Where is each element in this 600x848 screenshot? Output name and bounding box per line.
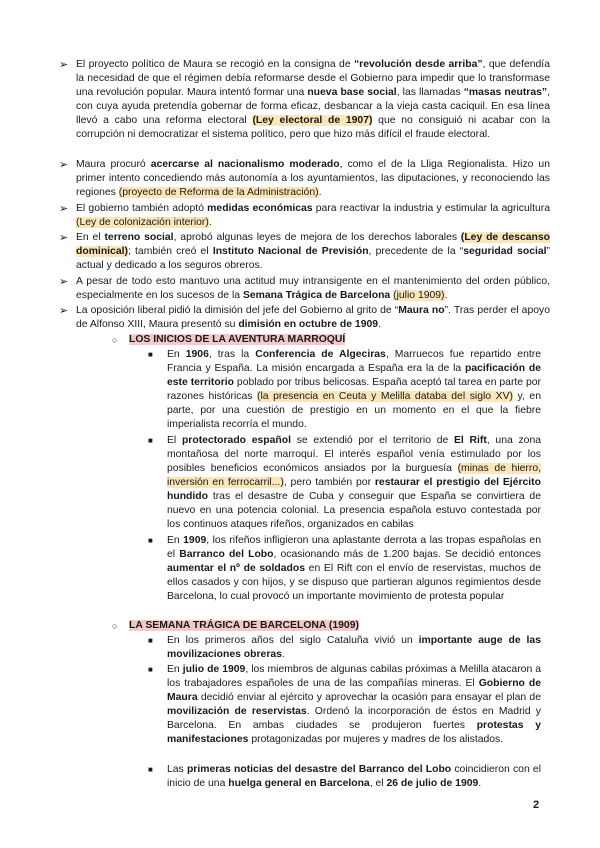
- text: , tras la: [208, 349, 256, 360]
- keyword: El Rift: [454, 435, 487, 446]
- keyword: medidas económicas: [207, 203, 313, 214]
- keyword: protectorado español: [181, 435, 292, 446]
- keyword: Conferencia de Algeciras: [255, 349, 386, 360]
- text: ”. Tras perder el apoyo de Alfonso XIII, Maura presentó su: [76, 305, 550, 331]
- sub-bullet-barranco-lobo: [148, 534, 541, 604]
- arrow-right-icon: ➢: [59, 276, 69, 288]
- text: y, en parte, por una cuestión de prestigio en un momento en el que la fiebre imperialista recorría el mundo.: [167, 391, 541, 431]
- text: coincidieron con el inicio de una: [167, 764, 542, 790]
- highlighted-keyword: (Ley electoral de 1907): [252, 115, 373, 127]
- keyword: pacificación de este territorio: [167, 363, 541, 389]
- text: .: [208, 217, 212, 229]
- text: En: [167, 535, 184, 546]
- text: , que defendía la necesidad de que el régimen debía reformarse desde el Gobierno para impedir que lo transformase una revolución popular. Maura intentó formar una: [76, 59, 550, 99]
- sub-bullet-julio-1909: [148, 663, 541, 747]
- section-heading-aventura-marroqui: [112, 333, 559, 347]
- keyword: aumentar el nº de soldados: [167, 563, 306, 575]
- sub-bullet-algeciras: [148, 348, 541, 432]
- circle-icon: ○: [112, 621, 118, 631]
- text: En el: [76, 232, 105, 243]
- highlighted-text: (Ley de colonización interior): [76, 217, 209, 229]
- square-icon: ■: [148, 665, 153, 674]
- text: , Marruecos fue repartido entre Francia y España. La misión encargada a España era la de la: [167, 349, 541, 375]
- section-heading-semana-tragica: [112, 619, 559, 633]
- keyword: “revolución desde arriba”: [353, 59, 483, 70]
- circle-icon: ○: [112, 335, 118, 345]
- text: se extendió por el territorio de: [291, 435, 454, 446]
- keyword: restaurar el prestigio del Ejército hundido: [167, 477, 541, 503]
- square-icon: ■: [148, 765, 153, 774]
- text: , los rifeños infligieron una aplastante derrota a las tropas españolas en el: [167, 535, 541, 561]
- text: .: [378, 319, 381, 331]
- bullet-nacionalismo: [59, 158, 550, 200]
- keyword: huelga general en Barcelona: [228, 778, 370, 790]
- keyword: importante auge de las movilizaciones obreras: [167, 635, 541, 661]
- square-icon: ■: [148, 436, 153, 445]
- highlighted-text: (la presencia en Ceuta y Melilla databa del siglo XV): [257, 391, 513, 403]
- bullet-medidas-economicas: [59, 202, 550, 230]
- sub-bullet-protectorado: [148, 434, 542, 532]
- arrow-right-icon: ➢: [59, 232, 69, 244]
- text: , los miembros de algunas cabilas próximas a Melilla atacaron a los trabajadores españoles de una de las compañías mineras. El: [167, 664, 541, 690]
- text: , pero también por: [283, 477, 375, 489]
- sub-bullet-movilizaciones: [148, 634, 541, 662]
- arrow-right-icon: ➢: [59, 305, 69, 317]
- keyword: seguridad social: [463, 246, 547, 258]
- text: para reactivar la industria y estimular la agricultura: [312, 203, 550, 214]
- text: , ocasionando más de 1.200 bajas. Se decidió entonces: [273, 549, 541, 561]
- keyword: Maura no: [398, 305, 445, 316]
- text: ” actual y dedicado a los seguros obreros.: [76, 246, 550, 272]
- text: El: [167, 435, 182, 446]
- text: .: [478, 778, 482, 790]
- text: Maura procuró: [76, 159, 151, 170]
- section-title: LA SEMANA TRÁGICA DE BARCELONA (1909): [129, 620, 359, 631]
- text: en El Rift con el envío de reservistas, muchos de ellos casados y con hijos, y se dispuso que partieran algunos regimientos desde Barcelona, lo cual provocó un importante movimiento de protesta popular: [167, 563, 541, 603]
- text: , aprobó algunas leyes de mejora de los derechos laborales: [173, 232, 461, 243]
- keyword: Semana Trágica de Barcelona: [242, 290, 391, 302]
- keyword: primeras noticias del desastre del Barranco del Lobo: [186, 764, 452, 775]
- bullet-maura-no: [59, 304, 550, 332]
- square-icon: ■: [148, 536, 153, 545]
- text: que no consiguió ni acabar con la corrupción ni democratizar el sistema político, pero que hizo más difícil el fraude electoral.: [76, 115, 551, 141]
- keyword: nueva base social: [307, 87, 397, 99]
- keyword: Barranco del Lobo: [179, 549, 274, 561]
- text: poblado por tribus belicosas. España aceptó tal tarea en parte por razones históricas: [167, 377, 541, 403]
- highlighted-text: (julio 1909): [393, 290, 445, 302]
- highlighted-text: (minas de hierro, inversión en ferrocarril...): [167, 463, 541, 489]
- keyword: Gobierno de Maura: [167, 678, 541, 704]
- text: . Ordenó la incorporación de éstos en Madrid y Barcelona. En ambas ciudades se produjeron fuertes: [167, 706, 541, 732]
- text: , precedente de la “: [368, 246, 464, 258]
- keyword: 26 de julio de 1909: [386, 778, 479, 790]
- highlighted-text: (proyecto de Reforma de la Administración): [118, 187, 319, 199]
- text: .: [318, 187, 322, 199]
- text: En: [167, 349, 186, 360]
- text: .: [281, 649, 285, 661]
- keyword: terreno social: [104, 232, 174, 243]
- keyword: 1909: [183, 535, 207, 546]
- keyword: acercarse al nacionalismo moderado: [150, 159, 340, 170]
- keyword: julio de 1909: [182, 664, 246, 675]
- arrow-right-icon: ➢: [59, 159, 69, 171]
- text: Las: [167, 764, 187, 775]
- section-title: LOS INICIOS DE LA AVENTURA MARROQUÍ: [129, 334, 346, 345]
- keyword: “masas neutras”: [463, 87, 548, 99]
- keyword: 1906: [185, 349, 209, 360]
- square-icon: ■: [148, 350, 153, 359]
- text: , una zona montañosa del norte marroquí. El interés español venía estimulado por los posibles beneficios económicos ansiados por la burguesía: [167, 435, 542, 475]
- keyword: protestas y manifestaciones: [167, 720, 541, 746]
- bullet-orden-publico: [59, 275, 550, 303]
- text: , como el de la Lliga Regionalista. Hizo un primer intento concediendo más autonomía a los ayuntamientos, las diputaciones, y reconociendo las regiones: [76, 159, 550, 199]
- text: .: [444, 290, 448, 302]
- keyword: Instituto Nacional de Previsión: [212, 246, 369, 258]
- bullet-revolucion-desde-arriba: [59, 58, 551, 142]
- text: ; también creó el: [127, 246, 213, 258]
- sub-bullet-huelga-general: [148, 763, 542, 791]
- text: A pesar de todo esto mantuvo una actitud muy intransigente en el mantenimiento del orden público, especialmente en los sucesos de la: [76, 276, 550, 302]
- text: La oposición liberal pidió la dimisión del jefe del Gobierno al grito de “: [76, 305, 399, 316]
- text: El proyecto político de Maura se recogió en la consigna de: [76, 59, 354, 70]
- arrow-right-icon: ➢: [59, 59, 69, 71]
- text: , el: [369, 778, 387, 790]
- keyword: dimisión en octubre de 1909: [238, 319, 379, 331]
- text: El gobierno también adoptó: [76, 203, 208, 214]
- bullet-terreno-social: [59, 231, 550, 273]
- text: tras el desastre de Cuba y conseguir que España se convirtiera de nuevo en una potencia colonial. La presencia española estuvo contestada por los continuos ataques rifeños, organizados en cabilas: [167, 491, 541, 531]
- square-icon: ■: [148, 636, 153, 645]
- page-number: 2: [533, 799, 540, 811]
- text: En: [167, 664, 183, 675]
- text: En los primeros años del siglo Cataluña vivió un: [167, 635, 419, 646]
- keyword: movilización de reservistas: [167, 706, 307, 718]
- text: protagonizadas por mujeres y madres de los alistados.: [248, 734, 504, 746]
- text: , las llamadas: [396, 87, 464, 99]
- highlighted-keyword: (Ley de descanso dominical): [76, 232, 550, 258]
- text: decidió enviar al ejército y aprovechar la ocasión para ensayar el plan de: [197, 692, 541, 704]
- arrow-right-icon: ➢: [59, 203, 69, 215]
- text: , con cuya ayuda pretendía gobernar de forma eficaz, desbancar a la vieja casta caciquil. En esa línea llevó a cabo una reforma electoral: [76, 87, 550, 127]
